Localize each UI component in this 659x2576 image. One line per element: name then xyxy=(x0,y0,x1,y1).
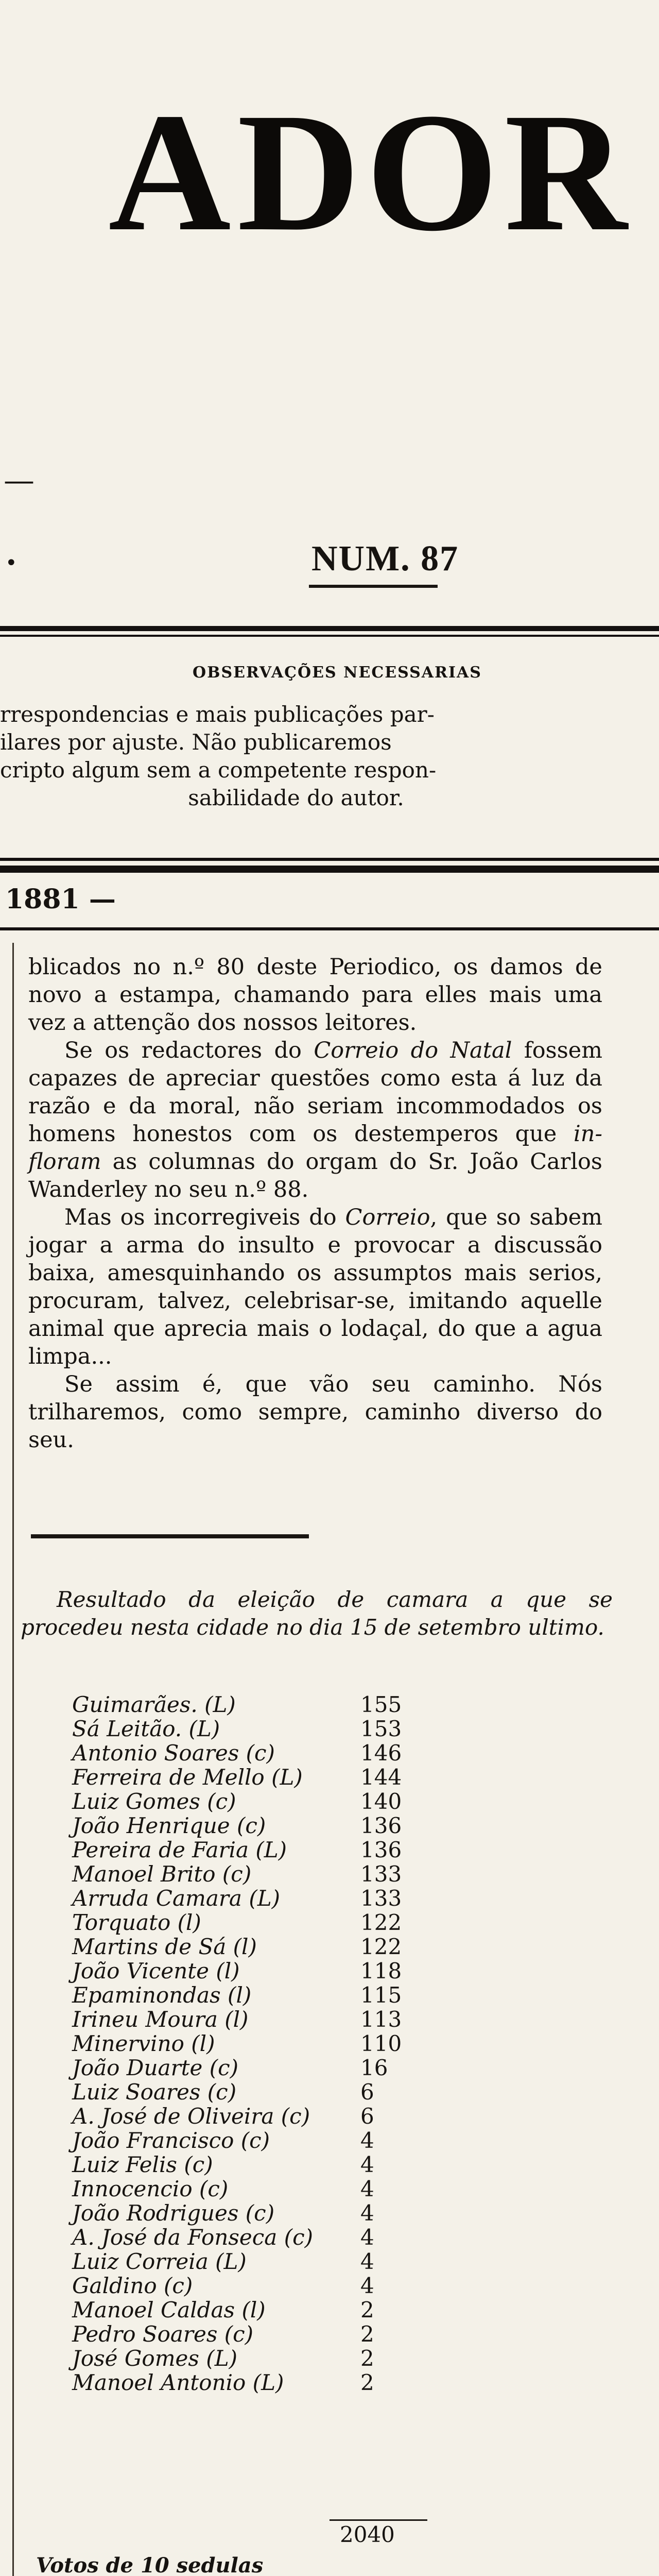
vote-count: 110 xyxy=(360,2031,402,2056)
table-row xyxy=(72,1983,453,2007)
candidate-name: Minervino (l) xyxy=(72,2031,215,2056)
candidate-name: João Henrique (c) xyxy=(72,1813,266,1838)
separate-votes-heading: Votos de 10 sedulas xyxy=(36,2553,264,2576)
article-paragraph: Mas os incorregiveis do Correio, que so sabem jogar a arma do insulto e provocar a discussão baixa, amesquinhando os assumptos mais serios, procuram, talvez, celebrisar-se, imitando aquelle animal que aprecia mais o lodaçal, do que a agua limpa... xyxy=(28,1205,603,1369)
emphasis-word: in-floram xyxy=(28,1121,602,1175)
vote-count: 140 xyxy=(360,1789,402,1814)
candidate-name: A. José da Fonseca (c) xyxy=(72,2225,313,2250)
notice-last-line: sabilidade do autor. xyxy=(188,785,404,810)
table-row xyxy=(72,2274,453,2298)
candidate-name: Innocencio (c) xyxy=(72,2176,229,2201)
table-row xyxy=(72,1717,453,1741)
candidate-name: José Gomes (L) xyxy=(72,2346,237,2371)
table-row xyxy=(72,2322,453,2346)
vote-count: 153 xyxy=(360,1716,402,1741)
notice-body xyxy=(0,701,592,812)
vote-count: 4 xyxy=(360,2152,374,2177)
date-rule-top-thin xyxy=(0,858,659,861)
candidate-name: João Duarte (c) xyxy=(72,2055,239,2080)
table-row xyxy=(72,2370,453,2395)
article-paragraph: blicados no n.º 80 deste Periodico, os damos de novo a estampa, chamando para elles mais uma vez a attenção dos nossos leitores. xyxy=(28,954,602,1036)
notice-line: ilares por ajuste. Não publicaremos xyxy=(0,730,392,755)
candidate-name: Manoel Brito (c) xyxy=(72,1861,252,1887)
notice-line: rrespondencias e mais publicações par- xyxy=(0,702,435,727)
table-row xyxy=(72,1741,453,1765)
table-row xyxy=(72,2080,453,2104)
notice-title: OBSERVAÇÕES NECESSARIAS xyxy=(193,664,482,682)
vote-count: 115 xyxy=(360,1982,402,2008)
vote-count: 146 xyxy=(360,1740,402,1766)
vote-count: 136 xyxy=(360,1813,402,1838)
candidate-name: João Francisco (c) xyxy=(72,2128,270,2153)
table-row xyxy=(72,2177,453,2201)
date-rule-bottom xyxy=(0,927,659,930)
newspaper-name: Correio xyxy=(345,1205,430,1230)
vote-count: 133 xyxy=(360,1886,402,1911)
vote-count: 2 xyxy=(360,2370,374,2395)
table-row xyxy=(72,1765,453,1789)
vote-count: 118 xyxy=(360,1958,402,1984)
candidate-name: A. José de Oliveira (c) xyxy=(72,2104,310,2129)
vote-count: 4 xyxy=(360,2176,374,2201)
article-paragraph: Se os redactores do Correio do Natal fossem capazes de apreciar questões como esta á luz da razão e da moral, não seriam incommodados os homens honestos com os destemperos que in-floram as columnas do orgam do Sr. João Carlos Wanderley no seu n.º 88. xyxy=(28,1038,603,1202)
table-row xyxy=(72,2056,453,2080)
vote-count: 122 xyxy=(360,1934,402,1959)
table-row xyxy=(72,1838,453,1862)
candidate-name: Manoel Caldas (l) xyxy=(72,2297,266,2323)
candidate-name: Pereira de Faria (L) xyxy=(72,1837,287,1862)
issue-date: 1881 — xyxy=(5,884,116,915)
table-row xyxy=(72,1959,453,1983)
table-row xyxy=(72,2249,453,2274)
table-row xyxy=(72,2104,453,2128)
issue-number-underline xyxy=(309,585,438,588)
candidate-name: Luiz Gomes (c) xyxy=(72,1789,236,1814)
candidate-name: Epaminondas (l) xyxy=(72,1982,252,2008)
candidate-name: Manoel Antonio (L) xyxy=(72,2370,284,2395)
candidate-name: Antonio Soares (c) xyxy=(72,1740,275,1766)
candidate-name: Luiz Soares (c) xyxy=(72,2079,237,2105)
vote-count: 4 xyxy=(360,2273,374,2298)
masthead-left-dot: • xyxy=(5,551,18,575)
table-row xyxy=(72,1935,453,1959)
vote-count: 2 xyxy=(360,2321,374,2347)
table-row xyxy=(72,2153,453,2177)
candidate-name: João Rodrigues (c) xyxy=(72,2200,275,2226)
candidate-name: Sá Leitão. (L) xyxy=(72,1716,220,1741)
table-row xyxy=(72,1862,453,1886)
vote-count: 113 xyxy=(360,2007,402,2032)
vote-count: 136 xyxy=(360,1837,402,1862)
header-rule-thick xyxy=(0,626,659,631)
article-body xyxy=(28,953,602,1454)
candidate-name: Martins de Sá (l) xyxy=(72,1934,257,1959)
article-paragraph: Se assim é, que vão seu caminho. Nós trilharemos, como sempre, caminho diverso do seu. xyxy=(28,1371,602,1453)
table-row xyxy=(72,1814,453,1838)
table-row xyxy=(72,2201,453,2225)
table-row xyxy=(72,2128,453,2153)
table-row xyxy=(72,1910,453,1935)
table-row xyxy=(72,2031,453,2056)
vote-count: 4 xyxy=(360,2249,374,2274)
table-row xyxy=(72,1886,453,1910)
vote-count: 4 xyxy=(360,2128,374,2153)
table-row xyxy=(72,2346,453,2370)
table-row xyxy=(72,1789,453,1814)
vote-count: 2 xyxy=(360,2346,374,2371)
results-table xyxy=(72,1692,453,2395)
candidate-name: Galdino (c) xyxy=(72,2273,193,2298)
newspaper-name: Correio do Natal xyxy=(314,1038,512,1063)
vote-count: 6 xyxy=(360,2079,374,2105)
candidate-name: Guimarães. (L) xyxy=(72,1692,236,1717)
vote-count: 6 xyxy=(360,2104,374,2129)
candidate-name: Torquato (l) xyxy=(72,1910,201,1935)
vote-count: 122 xyxy=(360,1910,402,1935)
total-rule xyxy=(330,2519,427,2521)
date-rule-top-thick xyxy=(0,866,659,873)
results-total: 2040 xyxy=(340,2522,395,2547)
candidate-name: Pedro Soares (c) xyxy=(72,2321,254,2347)
masthead-title: ADOR xyxy=(108,88,633,258)
candidate-name: Arruda Camara (L) xyxy=(72,1886,280,1911)
vote-count: 155 xyxy=(360,1692,402,1717)
candidate-name: Luiz Felis (c) xyxy=(72,2152,213,2177)
column-divider xyxy=(12,943,14,2576)
vote-count: 4 xyxy=(360,2225,374,2250)
issue-number: NUM. 87 xyxy=(311,539,459,579)
vote-count: 16 xyxy=(360,2055,388,2080)
candidate-name: Luiz Correia (L) xyxy=(72,2249,247,2274)
results-heading: Resultado da eleição de camara a que se procedeu nesta cidade no dia 15 de setembro ultimo. xyxy=(21,1587,613,1640)
table-row xyxy=(72,2225,453,2249)
vote-count: 133 xyxy=(360,1861,402,1887)
masthead-left-fragment: — xyxy=(5,464,33,495)
header-rule-thin xyxy=(0,635,659,637)
candidate-name: Irineu Moura (l) xyxy=(72,2007,249,2032)
table-row xyxy=(72,2007,453,2031)
candidate-name: João Vicente (l) xyxy=(72,1958,240,1984)
notice-line: cripto algum sem a competente respon- xyxy=(0,757,437,783)
table-row xyxy=(72,1692,453,1717)
candidate-name: Ferreira de Mello (L) xyxy=(72,1765,303,1790)
vote-count: 2 xyxy=(360,2297,374,2323)
table-row xyxy=(72,2298,453,2322)
vote-count: 4 xyxy=(360,2200,374,2226)
vote-count: 144 xyxy=(360,1765,402,1790)
article-closing-rule xyxy=(31,1534,309,1538)
